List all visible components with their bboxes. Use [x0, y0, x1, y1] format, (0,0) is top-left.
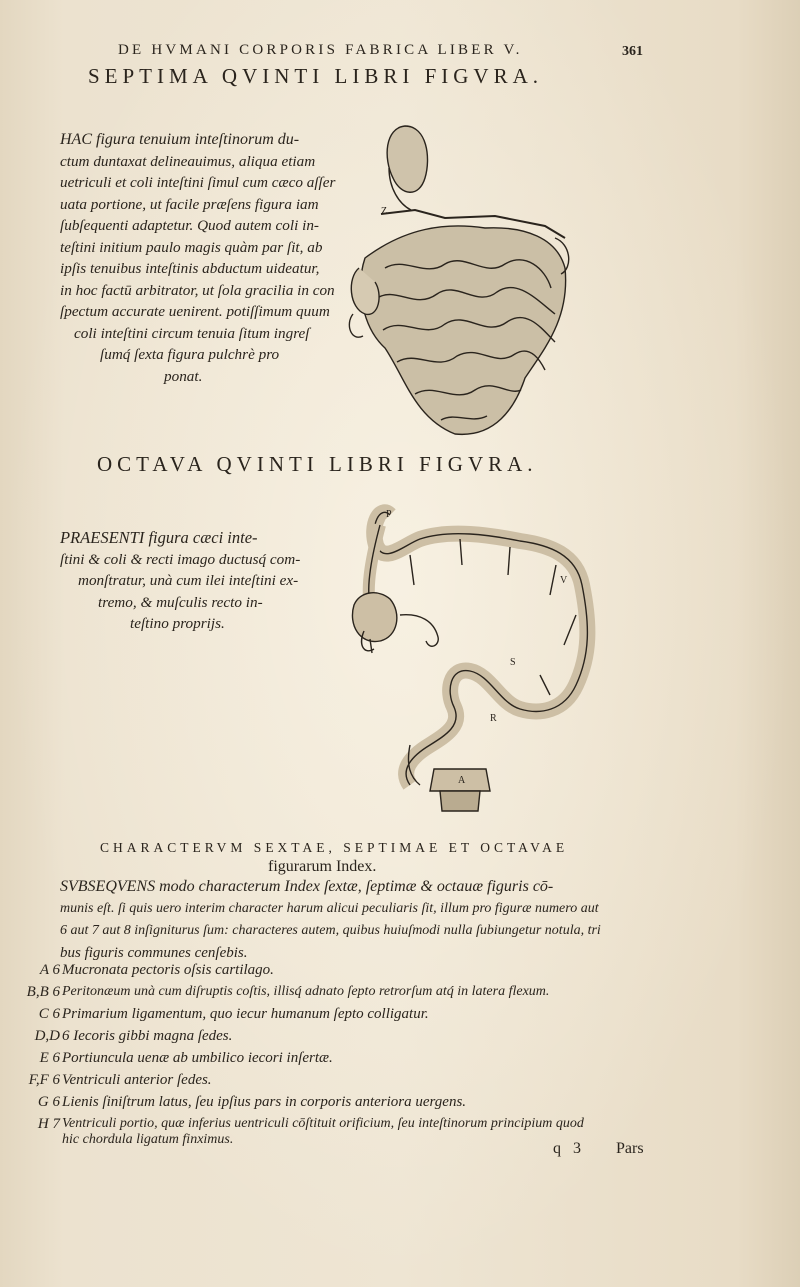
index-intro-line: bus figuris communes cenſebis. — [60, 945, 248, 961]
index-entry — [0, 1050, 680, 1072]
entry-text-line: hic chordula ligatum finximus. — [62, 1132, 234, 1147]
entry-text-line: Ventriculi portio, quæ inferius uentriculi cōſtituit orificium, ſeu inteſtinorum principium quod — [62, 1116, 584, 1131]
figure8-colon-woodcut — [350, 495, 610, 820]
index-entry — [0, 1006, 680, 1028]
entry-text: Lienis ſiniſtrum latus, ſeu ipſius pars in corporis anteriora uergens. — [62, 1094, 467, 1110]
figure7-line: uata portione, ut facile præſens figura iam — [60, 195, 319, 213]
entry-key: C 6 — [38, 1006, 60, 1022]
figure7-line: in hoc factū arbitrator, ut ſola gracilia in con — [60, 281, 335, 299]
entry-text: Mucronata pectoris oſsis cartilago. — [62, 962, 274, 978]
catchword: Pars — [616, 1140, 644, 1157]
entry-text — [62, 1116, 584, 1148]
figure7-label: Z — [381, 206, 388, 217]
entry-key: D,D — [34, 1028, 60, 1044]
index-intro-line: 6 aut 7 aut 8 inſigniturus ſum: characteres autem, quibus huiuſmodi nulla ſubiungetur notula, tri — [60, 923, 601, 938]
signature-mark: q 3 — [553, 1140, 585, 1157]
index-heading: CHARACTERVM SEXTAE, SEPTIMAE ET OCTAVAE — [100, 840, 569, 855]
index-entry — [0, 984, 680, 1006]
figure8-title: OCTAVA QVINTI LIBRI FIGVRA. — [97, 452, 538, 476]
figure7-line: uetriculi et coli inteſtini ſimul cum cæco aſſer — [60, 174, 336, 191]
figure7-line: ſubſequenti adaptetur. Quod autem coli in- — [60, 217, 319, 234]
figure8-label: A — [458, 775, 466, 786]
entry-text: Primarium ligamentum, quo iecur humanum ſepto colligatur. — [62, 1006, 429, 1022]
entry-text: Peritonæum unà cum diſruptis coſtis, illisq́ adnato ſepto retrorſum atq́ in latera flexum. — [62, 984, 550, 999]
entry-key: B,B 6 — [26, 984, 60, 1000]
figure7-line: ipſis tenuibus inteſtinis abductum uideatur, — [60, 260, 320, 277]
figure8-line: PRAESENTI figura cæci inte- — [60, 528, 258, 547]
figure7-title: SEPTIMA QVINTI LIBRI FIGVRA. — [88, 64, 543, 88]
figure8-label: P — [386, 509, 392, 520]
entry-key: H 7 — [37, 1116, 60, 1132]
index-intro-line: SVBSEQVENS modo characterum Index ſextæ, ſeptimæ & octauæ figuris cō- — [60, 878, 554, 895]
entry-key: E 6 — [39, 1050, 60, 1066]
figure8-line: monſtratur, unà cum ilei inteſtini ex- — [78, 572, 299, 589]
figure7-line: HAC figura tenuium inteſtinorum du- — [60, 131, 300, 148]
entry-key: G 6 — [37, 1094, 60, 1110]
figure7-line: ſumq́ ſexta figura pulchrè pro — [100, 346, 280, 363]
figure8-label: S — [510, 657, 516, 668]
figure7-line: ſpectum accurate uenirent. potiſſimum quum — [60, 303, 330, 320]
figure8-line: tremo, & muſculis recto in- — [98, 593, 263, 611]
entry-text: Ventriculi anterior ſedes. — [62, 1072, 212, 1088]
running-head: DE HVMANI CORPORIS FABRICA LIBER V. — [118, 42, 523, 58]
figure7-intestines-woodcut — [345, 118, 585, 438]
entry-text: Portiuncula uenæ ab umbilico iecori inſertæ. — [62, 1050, 333, 1066]
index-entry — [0, 1072, 680, 1094]
figure8-label: R — [490, 713, 497, 724]
folio-number: 361 — [622, 44, 643, 59]
figure7-line: teſtini initium paulo magis quàm par ſit, ab — [60, 238, 323, 256]
index-intro — [60, 876, 660, 964]
figure7-line: ctum duntaxat delineauimus, aliqua etiam — [60, 152, 316, 170]
index-intro-line: munis eſt. ſi quis uero interim character harum alicui peculiaris ſit, illum pro figuræ numero aut — [60, 901, 599, 916]
entry-key: A 6 — [39, 962, 60, 978]
figure8-description — [60, 527, 360, 635]
index-entry — [0, 1028, 680, 1050]
index-subheading: figurarum Index. — [268, 858, 377, 875]
figure7-line: coli inteſtini circum tenuia ſitum ingreſ — [74, 324, 310, 342]
figure7-line: ponat. — [164, 367, 203, 385]
entry-text: 6 Iecoris gibbi magna ſedes. — [62, 1028, 233, 1044]
index-entry — [0, 962, 680, 984]
figure8-line: ſtini & coli & recti imago ductusq́ com- — [60, 550, 301, 568]
figure7-description — [60, 129, 352, 387]
entry-key: F,F 6 — [28, 1072, 60, 1088]
figure8-line: teſtino proprijs. — [130, 615, 225, 632]
index-entry — [0, 1094, 680, 1116]
figure8-label: V — [560, 575, 568, 586]
